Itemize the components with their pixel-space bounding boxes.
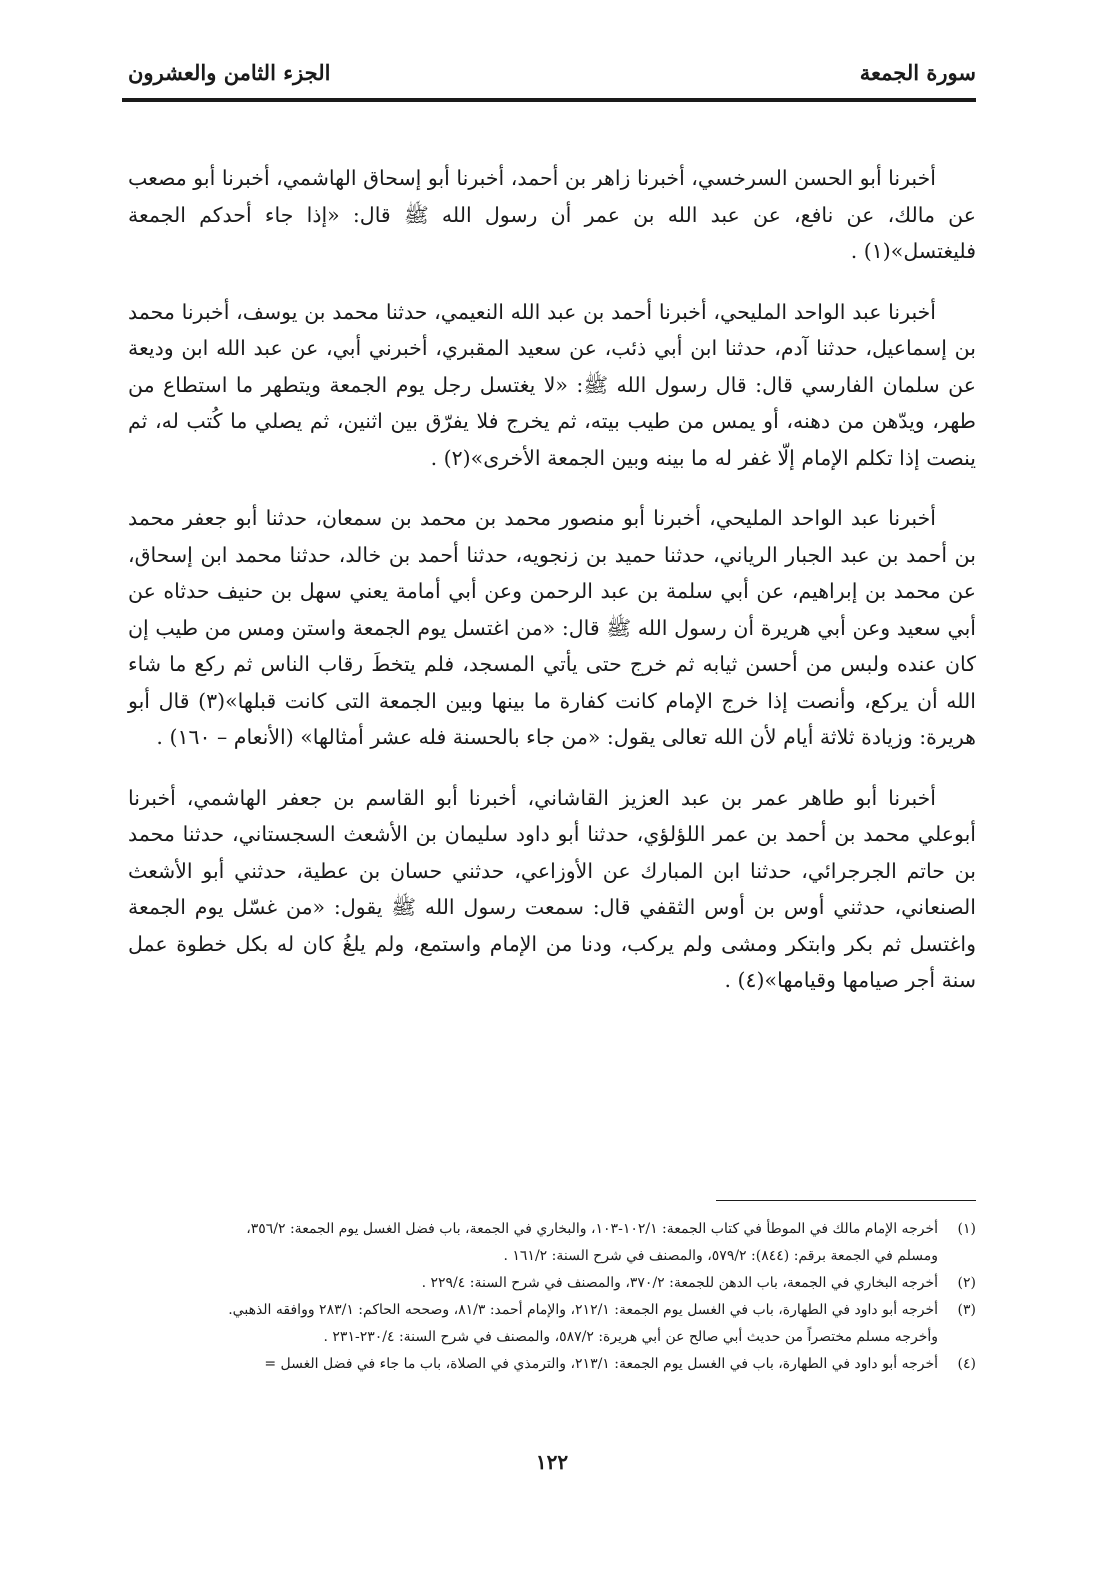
hadith-paragraph: أخبرنا عبد الواحد المليحي، أخبرنا أحمد بن عبد الله النعيمي، حدثنا محمد بن يوسف، أخبرنا محمد بن إسماعيل، حدثنا آدم، حدثنا ابن أبي ذئب، عن سعيد المقبري، أخبرني أبي، عن عبد الله ابن وديعة عن سلمان الفارسي قال: قال رسول الله ﷺ: «لا يغتسل رجل يوم الجمعة ويتطهر ما استطاع من طهر، ويدّهن من دهنه، أو يمس من طيب بيته، ثم يخرج فلا يفرّق بين اثنين، ثم يصلي ما كُتب له، ثم ينصت إذا تكلم الإمام إلّا غفر له ما بينه وبين الجمعة الأخرى»(٢) . xyxy=(128,299,976,470)
page-header xyxy=(128,52,976,92)
juz-title: الجزء الثامن والعشرون xyxy=(128,59,331,85)
header-divider xyxy=(122,98,976,102)
footnote-number: (١) xyxy=(957,1221,976,1237)
footnote-line: أخرجه أبو داود في الطهارة، باب في الغسل يوم الجمعة: ٢١٣/١، والترمذي في الصلاة، باب ما جاء في فضل الغسل = xyxy=(264,1356,938,1372)
footnotes xyxy=(122,1216,976,1378)
footnote-divider xyxy=(716,1200,976,1201)
footnote-number: (٣) xyxy=(957,1302,976,1318)
footnote-line: ومسلم في الجمعة برقم: (٨٤٤): ٥٧٩/٢، والمصنف في شرح السنة: ١٦١/٢ . xyxy=(503,1248,938,1264)
hadith-paragraph: أخبرنا عبد الواحد المليحي، أخبرنا أبو منصور محمد بن محمد بن سمعان، حدثنا أبو جعفر محمد بن أحمد بن عبد الجبار الرياني، حدثنا حميد بن زنجويه، حدثنا أحمد بن خالد، حدثنا محمد ابن إسحاق، عن محمد بن إبراهيم، عن أبي سلمة بن عبد الرحمن وعن أبي أمامة يعني سهل بن حنيف حدثاه عن أبي سعيد وعن أبي هريرة أن رسول الله ﷺ قال: «من اغتسل يوم الجمعة واستن ومس من طيب إن كان عنده ولبس من أحسن ثيابه ثم خرج حتى يأتي المسجد، فلم يتخطَ رقاب الناس ثم ركع ما شاء الله أن يركع، وأنصت إذا خرج الإمام كانت كفارة ما بينها وبين الجمعة التى كانت قبلها»(٣) قال أبو هريرة: وزيادة ثلاثة أيام لأن الله تعالى يقول: «من جاء بالحسنة فله عشر أمثالها» (الأنعام – ١٦٠) . xyxy=(128,506,977,749)
hadith-paragraph: أخبرنا أبو الحسن السرخسي، أخبرنا زاهر بن أحمد، أخبرنا أبو إسحاق الهاشمي، أخبرنا أبو مصعب عن مالك، عن نافع، عن عبد الله بن عمر أن رسول الله ﷺ قال: «إذا جاء أحدكم الجمعة فليغتسل»(١) . xyxy=(128,166,976,263)
footnote-line: أخرجه أبو داود في الطهارة، باب في الغسل يوم الجمعة: ٢١٢/١، والإمام أحمد: ٨١/٣، وصححه الحاكم: ٢٨٣/١ ووافقه الذهبي. xyxy=(228,1302,938,1318)
footnote xyxy=(122,1270,976,1297)
footnote xyxy=(122,1351,976,1378)
footnote xyxy=(122,1297,976,1351)
footnote xyxy=(122,1216,976,1270)
main-text xyxy=(128,160,976,1023)
footnote-number: (٤) xyxy=(957,1356,976,1372)
hadith-paragraph: أخبرنا أبو طاهر عمر بن عبد العزيز القاشاني، أخبرنا أبو القاسم بن جعفر الهاشمي، أخبرنا أبوعلي محمد بن أحمد بن عمر اللؤلؤي، حدثنا أبو داود سليمان بن الأشعث السجستاني، حدثنا محمد بن حاتم الجرجرائي، حدثنا ابن المبارك عن الأوزاعي، حدثني حسان بن عطية، حدثني أبو الأشعث الصنعاني، حدثني أوس بن أوس الثقفي قال: سمعت رسول الله ﷺ يقول: «من غسّل يوم الجمعة واغتسل ثم بكر وابتكر ومشى ولم يركب، ودنا من الإمام واستمع، ولم يلغُ كان له بكل خطوة عمل سنة أجر صيامها وقيامها»(٤) . xyxy=(128,785,976,992)
footnote-line: وأخرجه مسلم مختصراً من حديث أبي صالح عن أبي هريرة: ٥٨٧/٢، والمصنف في شرح السنة: ٢٣٠/٤-٢٣١ . xyxy=(323,1329,938,1345)
footnote-number: (٢) xyxy=(957,1275,976,1291)
footnote-line: أخرجه الإمام مالك في الموطأ في كتاب الجمعة: ١٠٢/١-١٠٣، والبخاري في الجمعة، باب فضل الغسل يوم الجمعة: ٣٥٦/٢، xyxy=(246,1221,938,1237)
footnote-line: أخرجه البخاري في الجمعة، باب الدهن للجمعة: ٣٧٠/٢، والمصنف في شرح السنة: ٢٢٩/٤ . xyxy=(421,1275,938,1291)
surah-title: سورة الجمعة xyxy=(859,59,976,85)
page-number: ١٢٢ xyxy=(535,1450,569,1474)
